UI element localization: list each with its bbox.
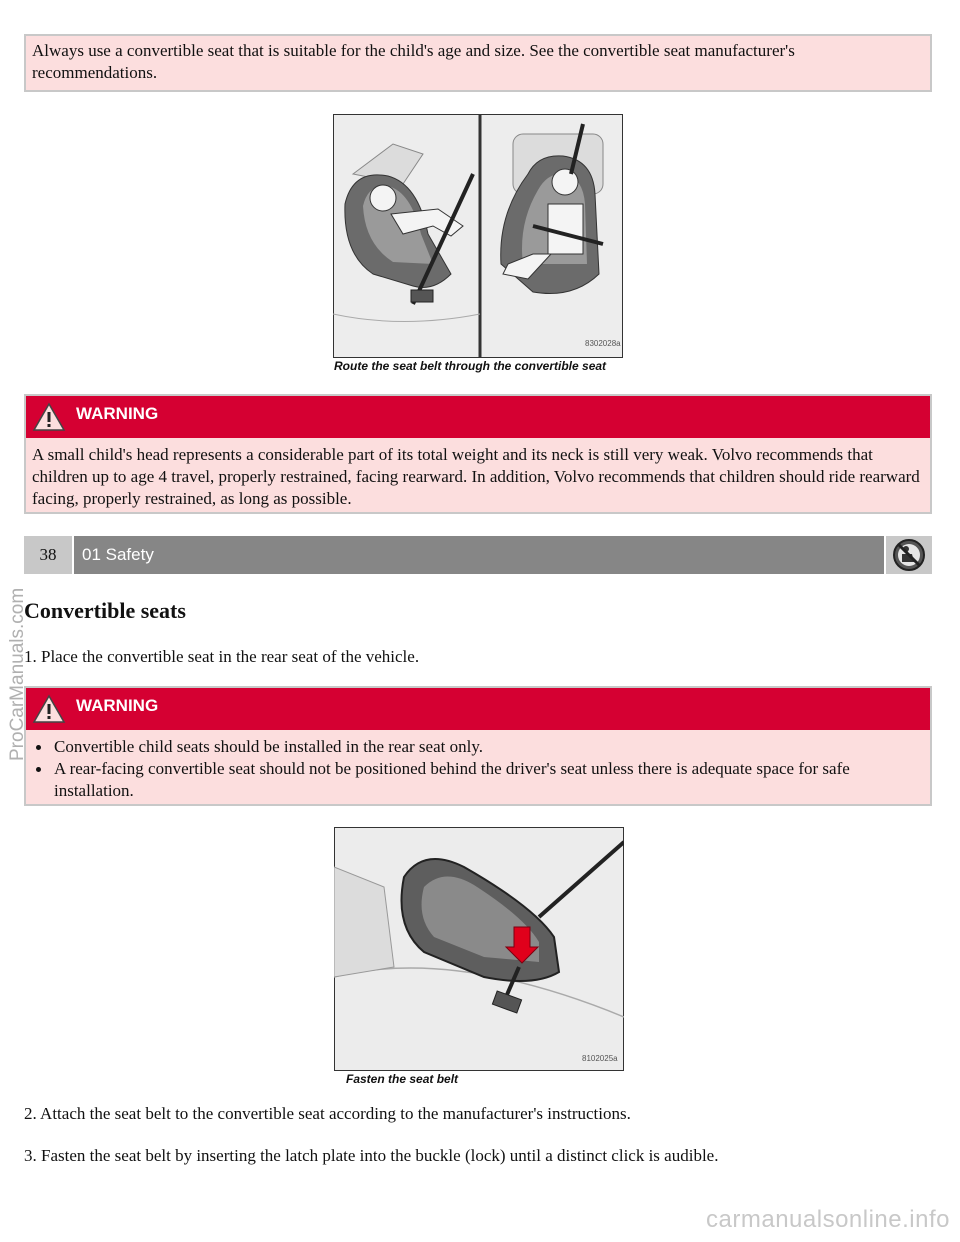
- seat-routing-illustration: [333, 114, 623, 358]
- chapter-icon-box: [886, 536, 932, 574]
- step-1: 1. Place the convertible seat in the rear seat of the vehicle.: [24, 647, 420, 666]
- figure2-code: 8102025a: [582, 1054, 618, 1063]
- warning-text: A small child's head represents a considerable part of its total weight and its neck is still very weak. Volvo recommends that children up to age 4 travel, properly restrained, facing rearward. In addition, Volvo recommends that children should ride rearward facing, properly restrained, as long as possible.: [32, 445, 920, 508]
- warning-box-1: [24, 394, 932, 514]
- warning-list: [32, 736, 924, 802]
- side-watermark-text: ProCarManuals.com: [7, 587, 28, 761]
- figure1-code: 8302028a: [585, 339, 621, 348]
- step-3: 3. Fasten the seat belt by inserting the latch plate into the buckle (lock) until a distinct click is audible.: [24, 1146, 719, 1165]
- child-seat-prohibited-icon: [886, 536, 932, 574]
- figure2-caption: Fasten the seat belt: [346, 1072, 459, 1086]
- footer-watermark: carmanualsonline.info: [706, 1206, 950, 1233]
- step-2: 2. Attach the seat belt to the convertible seat according to the manufacturer's instructions.: [24, 1104, 631, 1123]
- warning-title: WARNING: [76, 404, 159, 423]
- section-title: Convertible seats: [24, 598, 186, 623]
- warning-triangle-icon: [32, 694, 66, 724]
- warning-list-item: Convertible child seats should be installed in the rear seat only.: [32, 736, 924, 758]
- warning-triangle-icon: [32, 402, 66, 432]
- warning-list-item: A rear-facing convertible seat should not be positioned behind the driver's seat unless there is adequate space for safe installation.: [32, 758, 924, 802]
- chapter-header: [24, 536, 932, 574]
- note-box: [24, 34, 932, 92]
- note-text: Always use a convertible seat that is suitable for the child's age and size. See the convertible seat manufacturer's recommendations.: [32, 41, 795, 82]
- side-watermark: [6, 510, 36, 770]
- warning-title: WARNING: [76, 696, 159, 715]
- chapter-title: 01 Safety: [74, 536, 884, 574]
- warning-body: [26, 730, 930, 810]
- warning-body: [26, 438, 930, 518]
- figure-convertible-seat-routing: [333, 114, 623, 358]
- page-number: 38: [24, 536, 72, 574]
- figure1-caption: Route the seat belt through the convertible seat: [334, 359, 607, 373]
- warning-header: [26, 688, 930, 730]
- warning-header: [26, 396, 930, 438]
- figure-fasten-seat-belt: [334, 827, 624, 1071]
- warning-box-2: [24, 686, 932, 806]
- fasten-belt-illustration: [334, 827, 624, 1071]
